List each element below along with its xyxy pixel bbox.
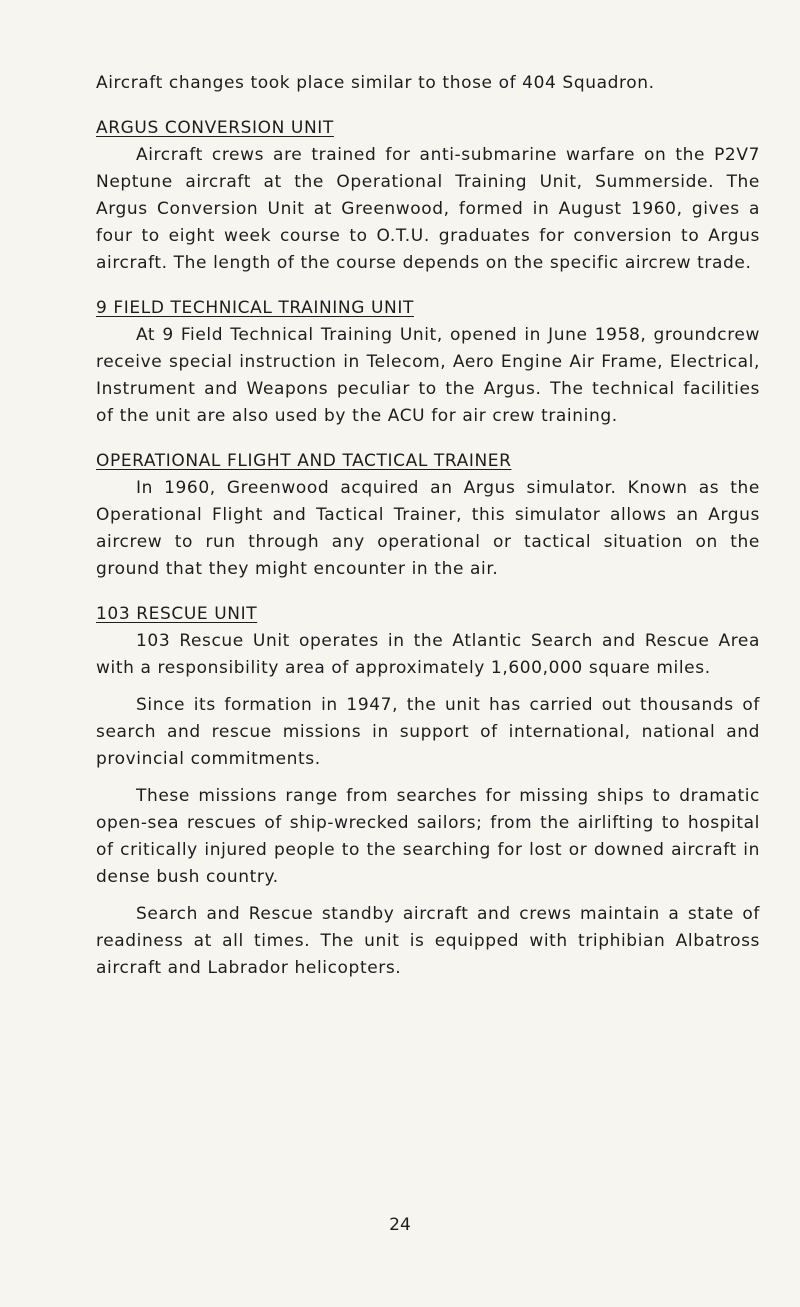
paragraph-argus-conversion-unit: Aircraft crews are trained for anti-submarine warfare on the P2V7 Neptune aircraft at the Operational Training Unit, Summerside. The Argus Conversion Unit at Greenwood, formed in August 1960, gives a four to eight week course to O.T.U. graduates for conversion to Argus aircraft. The length of the course depends on the specific aircrew trade. <box>96 145 760 273</box>
paragraph-rescue-unit-readiness: Search and Rescue standby aircraft and crews maintain a state of readiness at all times. The unit is equipped with triphibian Albatross aircraft and Labrador helicopters. <box>96 904 760 978</box>
paragraph-operational-flight-tactical-trainer: In 1960, Greenwood acquired an Argus simulator. Known as the Operational Flight and Tactical Trainer, this simulator allows an Argus aircrew to run through any operational or tactical situation on the ground that they might encounter in the air. <box>96 478 760 579</box>
paragraph-rescue-unit-missions: These missions range from searches for missing ships to dramatic open-sea rescues of ship-wrecked sailors; from the airlifting to hospital of critically injured people to the searching for lost or downed aircraft in dense bush country. <box>96 786 760 887</box>
intro-paragraph: Aircraft changes took place similar to those of 404 Squadron. <box>96 73 655 93</box>
section-heading-argus-conversion-unit: ARGUS CONVERSION UNIT <box>96 118 334 138</box>
paragraph-field-technical-training-unit: At 9 Field Technical Training Unit, opened in June 1958, groundcrew receive special instruction in Telecom, Aero Engine Air Frame, Electrical, Instrument and Weapons peculiar to the Argus. The technical facilities of the unit are also used by the ACU for air crew training. <box>96 325 760 426</box>
page-number: 24 <box>389 1215 411 1235</box>
paragraph-rescue-unit-area: 103 Rescue Unit operates in the Atlantic Search and Rescue Area with a responsibility area of approximately 1,600,000 square miles. <box>96 631 760 678</box>
section-heading-operational-flight-tactical-trainer: OPERATIONAL FLIGHT AND TACTICAL TRAINER <box>96 451 512 471</box>
section-heading-field-technical-training-unit: 9 FIELD TECHNICAL TRAINING UNIT <box>96 298 414 318</box>
paragraph-rescue-unit-history: Since its formation in 1947, the unit has carried out thousands of search and rescue missions in support of international, national and provincial commitments. <box>96 695 760 769</box>
section-heading-rescue-unit: 103 RESCUE UNIT <box>96 604 258 624</box>
